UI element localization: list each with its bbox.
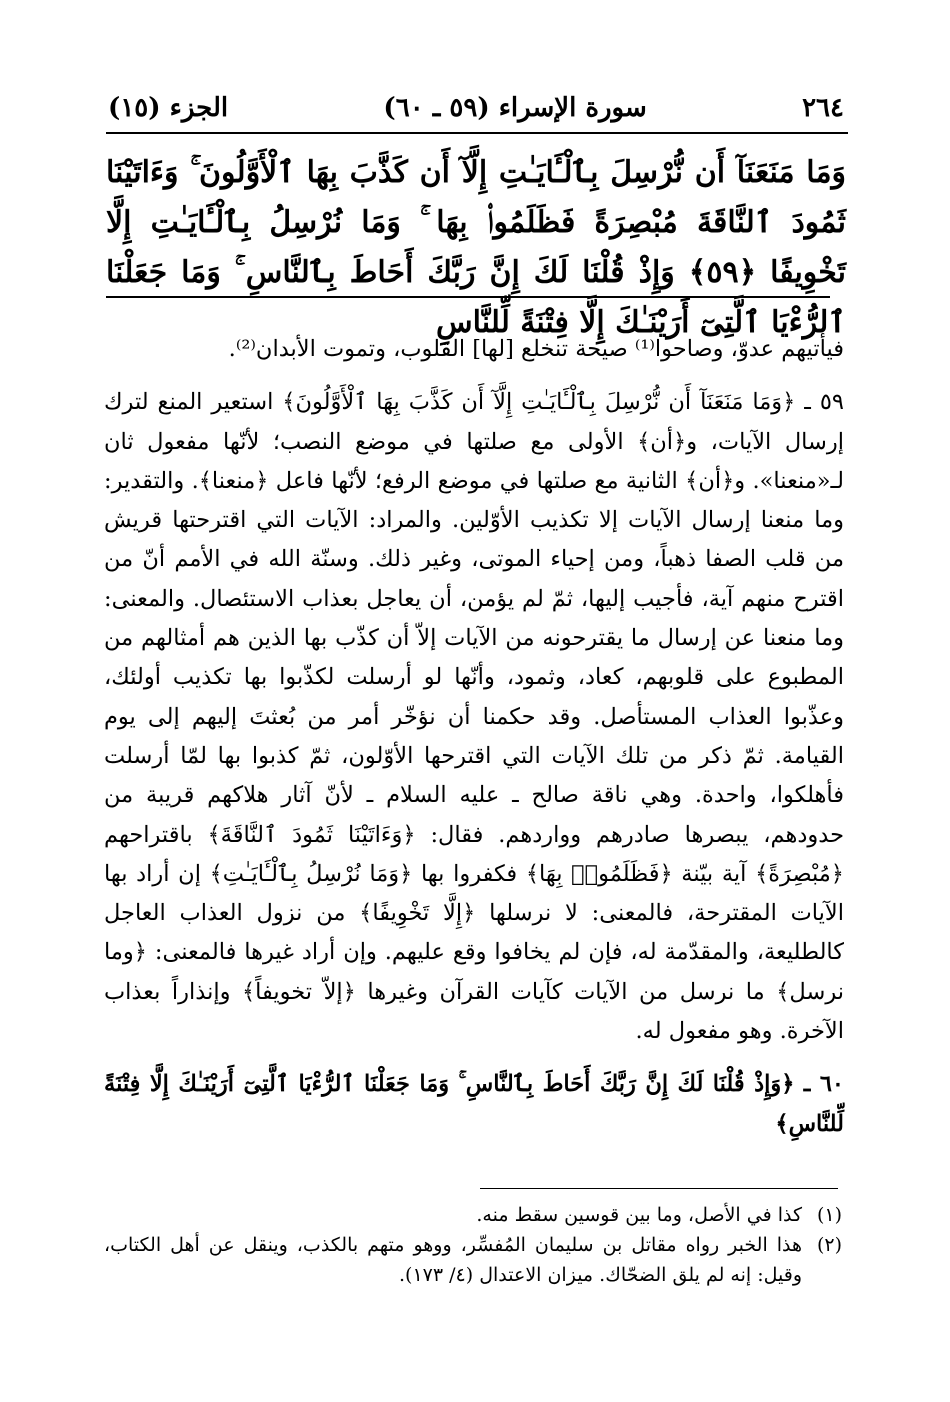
commentary-paragraph-59: ٥٩ ـ ﴿وَمَا مَنَعَنَآ أَن نُّرْسِلَ بِٱلْـَٔايَـٰتِ إِلَّآ أَن كَذَّبَ بِهَا ٱلْأَوَّلُونَ﴾ استعير المنع لترك إرسال الآيات، و﴿أن﴾ الأولى مع صلتها في موضع النصب؛ لأنّها مفعول ثان لـ«منعنا». و﴿أن﴾ الثانية مع صلتها في موضع الرفع؛ لأنّها فاعل ﴿منعنا﴾. والتقدير: وما منعنا إرسال الآيات إلا تكذيب الأوّلين. والمراد: الآيات التي اقترحتها قريش من قلب الصفا ذهباً، ومن إحياء الموتى، وغير ذلك. وسنّة الله في الأمم أنّ من اقترح منهم آية، فأجيب إليها، ثمّ لم يؤمن، أن يعاجل بعذاب الاستئصال. والمعنى: وما منعنا عن إرسال ما يقترحونه من الآيات إلاّ أن كذّب بها الذين هم أمثالهم من المطبوع على قلوبهم، كعاد، وثمود، وأنّها لو أرسلت لكذّبوا بها تكذيب أولئك، وعذّبوا العذاب المستأصل. وقد حكمنا أن نؤخّر أمر من بُعثتَ إليهم إلى يوم القيامة. ثمّ ذكر من تلك الآيات التي اقترحها الأوّلون، ثمّ كذبوا بها لمّا أرسلت فأهلكوا، واحدة. وهي ناقة صالح ـ عليه السلام ـ لأنّ آثار هلاكهم قريبة من حدودهم، يبصرها صادرهم وواردهم. فقال: ﴿وَءَاتَيْنَا ثَمُودَ ٱلنَّاقَةَ﴾ باقتراحهم ﴿مُبْصِرَةً﴾ آية بيّنة ﴿فَظَلَمُوا۟ بِهَا﴾ فكفروا بها ﴿وَمَا نُرْسِلُ بِٱلْـَٔايَـٰتِ﴾ إن أراد بها الآيات المقترحة، فالمعنى: لا نرسلها ﴿إِلَّا تَخْوِيفًا﴾ من نزول العذاب العاجل كالطليعة، والمقدّمة له، فإن لم يخافوا وقع عليهم. وإن أراد غيرها فالمعنى: ﴿وما نرسل﴾ ما نرسل من الآيات كآيات القرآن وغيرها ﴿إلاّ تخويفاً﴾ وإنذاراً بعذاب الآخرة. وهو مفعول له.	[104, 389, 844, 1045]
running-header	[108, 86, 844, 130]
footnote-text: هذا الخبر رواه مقاتل بن سليمان المُفسِّر، ووهو متهم بالكذب، وينقل عن أهل الكتاب، وقيل: إنه لم يلق الضحّاك. ميزان الاعتدال (٤/ ١٧٣).	[104, 1234, 802, 1286]
verses-divider	[106, 296, 830, 298]
juz-label: الجزء (١٥)	[108, 93, 229, 123]
quran-verses: وَمَا مَنَعَنَآ أَن نُّرْسِلَ بِٱلْـَٔايَـٰتِ إِلَّآ أَن كَذَّبَ بِهَا ٱلْأَوَّلُونَ ۚ وَءَاتَيْنَا ثَمُودَ ٱلنَّاقَةَ مُبْصِرَةً فَظَلَمُوا۟ بِهَا ۚ وَمَا نُرْسِلُ بِٱلْـَٔايَـٰتِ إِلَّا تَخْوِيفًا ﴿٥٩﴾ وَإِذْ قُلْنَا لَكَ إِنَّ رَبَّكَ أَحَاطَ بِٱلنَّاسِ ۚ وَمَا جَعَلْنَا ٱلرُّءْيَا ٱلَّتِىٓ أَرَيْنَـٰكَ إِلَّا فِتْنَةً لِّلنَّاسِ	[106, 155, 847, 340]
commentary-paragraph-1: فيأتيهم عدوّ، وصاحوا⁽¹⁾ صيحة تنخلع [لها] القلوب، وتموت الأبدان⁽²⁾.	[228, 336, 844, 362]
header-divider	[106, 132, 848, 134]
page-number: ٢٦٤	[802, 93, 844, 123]
footnote-number: (١)	[816, 1204, 842, 1226]
footnote-text: كذا في الأصل، وما بين قوسين سقط منه.	[476, 1204, 802, 1226]
footnotes	[104, 1200, 842, 1290]
surah-title: سورة الإسراء (٥٩ ـ ٦٠)	[383, 93, 647, 123]
footnote-number: (٢)	[816, 1234, 842, 1256]
commentary-paragraph-60: ٦٠ ـ ﴿وَإِذْ قُلْنَا لَكَ إِنَّ رَبَّكَ أَحَاطَ بِٱلنَّاسِ ۚ وَمَا جَعَلْنَا ٱلرُّءْيَا ٱلَّتِىٓ أَرَيْنَـٰكَ إِلَّا فِتْنَةً لِّلنَّاسِ﴾	[104, 1071, 844, 1137]
footnote-divider	[480, 1188, 838, 1189]
footnote	[104, 1200, 842, 1230]
commentary	[104, 330, 844, 1144]
footnote	[104, 1230, 842, 1290]
